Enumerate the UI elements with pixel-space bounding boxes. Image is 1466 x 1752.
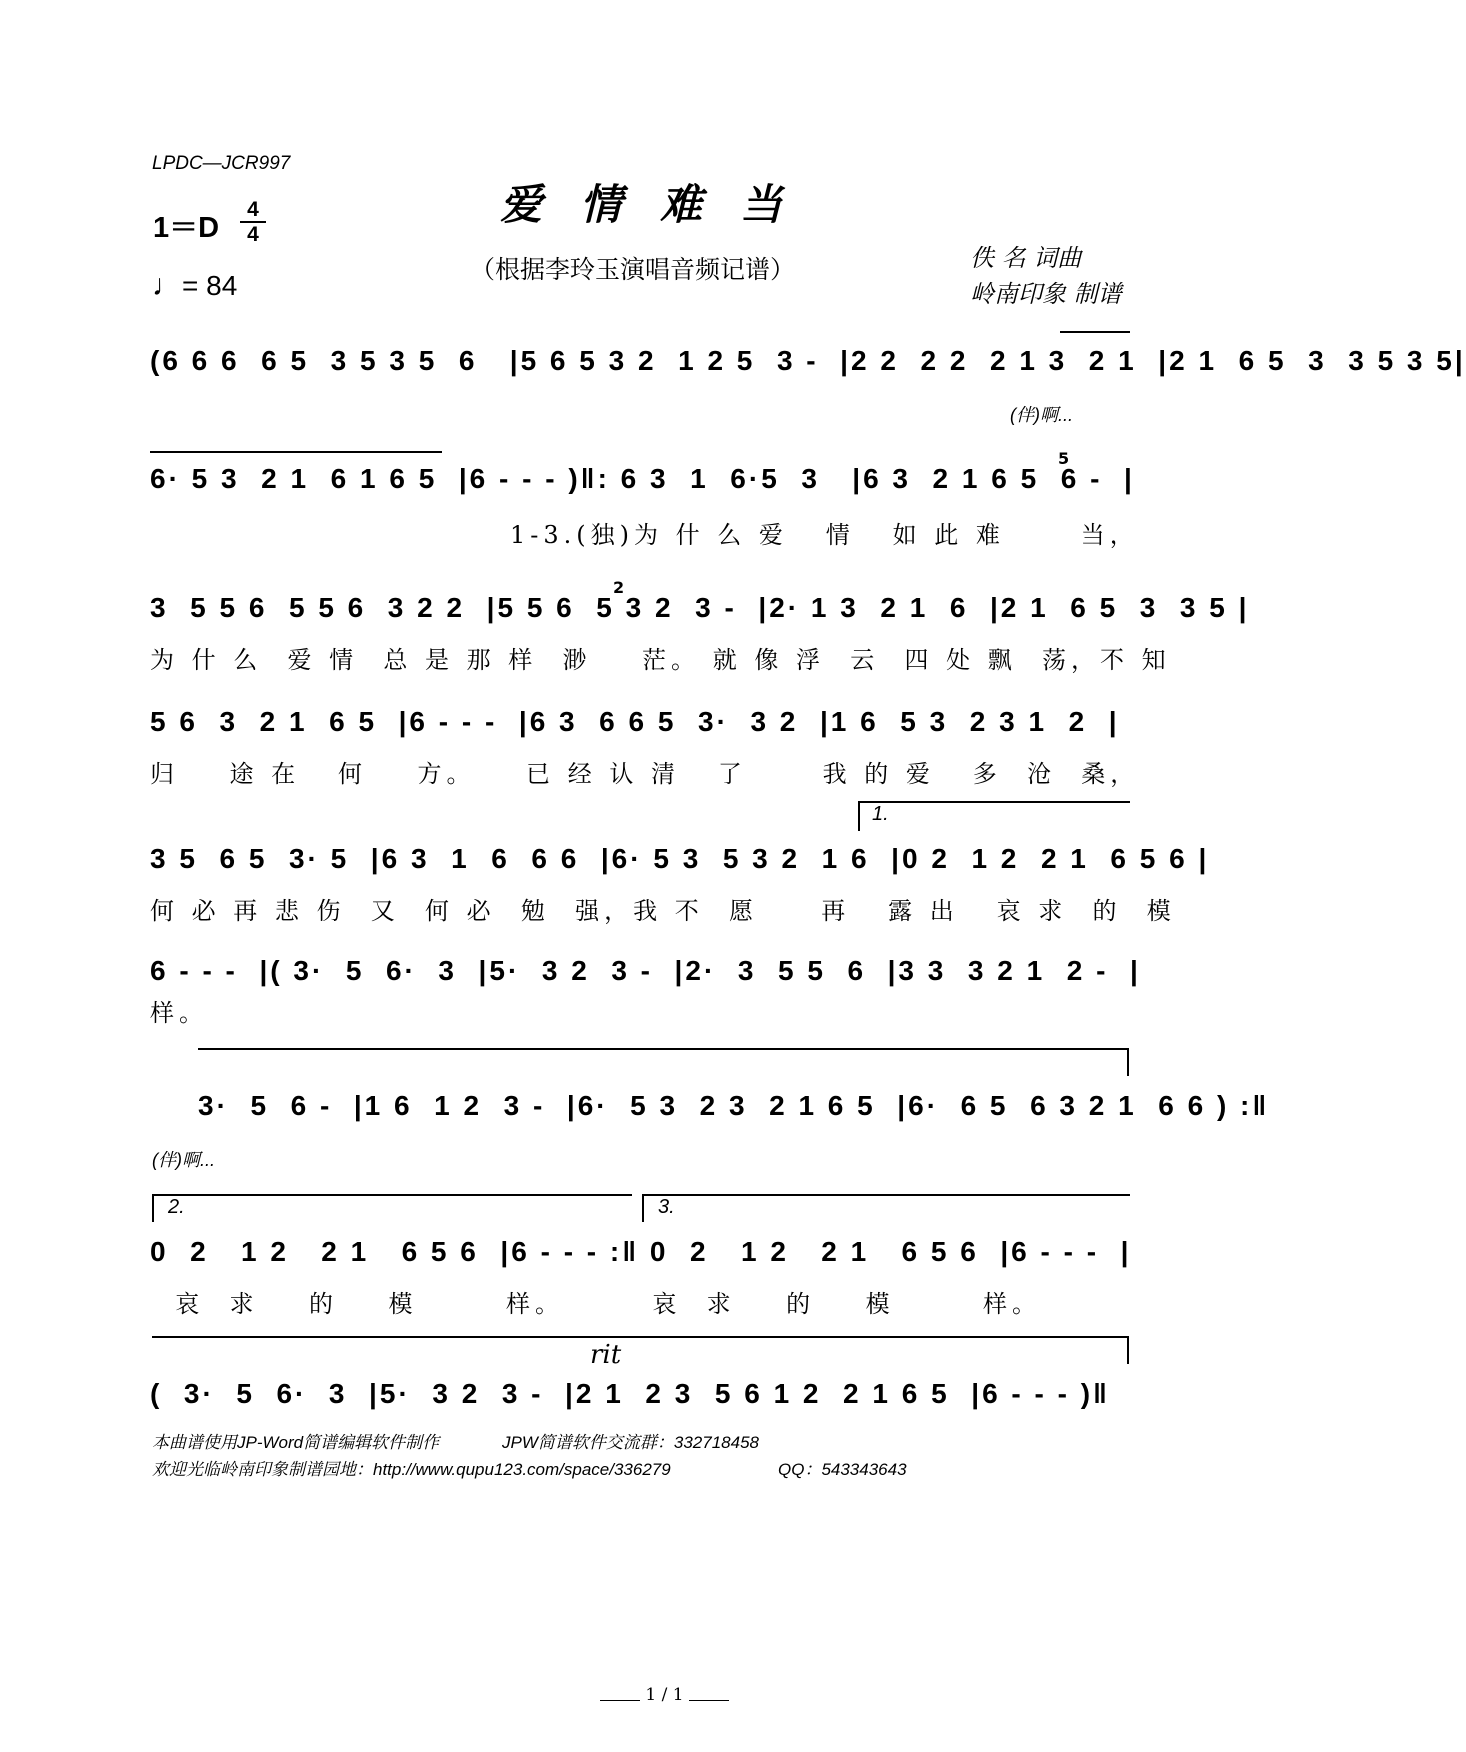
- staff-row-8: [150, 1196, 1132, 1326]
- slur-line: [150, 451, 442, 453]
- footer-group: JPW简谱软件交流群：332718458: [502, 1433, 759, 1452]
- third-ending-bracket-side: [642, 1194, 644, 1222]
- staff-row-2: [150, 449, 1139, 553]
- notation-line: 5 6 3 2 1 6 5 |6 - - - |6 3 6 6 5 3· 3 2 |1 6 5 3 2 3 1 2 |: [150, 706, 1120, 737]
- page-number-rule-right: [689, 1690, 729, 1701]
- meter-bottom: 4: [247, 223, 259, 246]
- footer-website: 欢迎光临岭南印象制谱园地：http://www.qupu123.com/space/336279: [152, 1460, 671, 1479]
- tempo-mark: [152, 269, 237, 303]
- lyric-line: 归 途 在 何 方。 已 经 认 清 了 我 的 爱 多 沧 桑，: [150, 760, 1140, 788]
- lyric-line: 哀 求 的 模 样。 哀 求 的 模 样。: [150, 1290, 1042, 1318]
- lyric-line: 为 什 么 爱 情 总 是 那 样 渺 茫。 就 像 浮 云 四 处 飘 荡，不 知: [150, 646, 1171, 674]
- lyric-line: 样。: [150, 999, 208, 1027]
- rit-mark: rit: [590, 1340, 622, 1370]
- notation-line: 0 2 1 2 2 1 6 5 6 |6 - - - :‖ 0 2 1 2 2 1 6 5 6 |6 - - - |: [150, 1236, 1132, 1267]
- meter-top: 4: [247, 198, 259, 221]
- ending-bracket-side: [858, 801, 860, 831]
- page-number-text: 1 / 1: [645, 1685, 684, 1705]
- time-signature: [240, 199, 266, 245]
- transcriber-credit: 岭南印象 制谱: [970, 280, 1122, 308]
- notation-line: 3· 5 6 - |1 6 1 2 3 - |6· 5 3 2 3 2 1 6 5 |6· 6 5 6 3 2 1 6 6 ) :‖: [198, 1090, 1270, 1121]
- staff-row-7: [150, 1090, 1270, 1170]
- aside-text: (伴)啊...: [152, 1150, 215, 1170]
- notation-line: 6· 5 3 2 1 6 1 6 5 |6 - - - )‖: 6 3 1 6·5 3 |6 3 2 1 6 5 6 - |: [150, 463, 1135, 494]
- third-ending-label: 3.: [658, 1196, 675, 1218]
- song-title: 爱情难当: [500, 180, 821, 229]
- bracket-line-side: [1127, 1336, 1129, 1364]
- notation-line: (6 6 6 6 5 3 5 3 5 6 |5 6 5 3 2 1 2 5 3 - |2 2 2 2 2 1 3 2 1 |2 1 6 5 3 3 5 3 5|: [150, 345, 1466, 376]
- key-signature: 1＝D: [153, 212, 220, 244]
- notation-line: ( 3· 5 6· 3 |5· 3 2 3 - |2 1 2 3 5 6 1 2 2 1 6 5 |6 - - - )‖: [150, 1378, 1110, 1409]
- aside-text: (伴)啊...: [1010, 405, 1073, 425]
- footer-software: 本曲谱使用JP-Word简谱编辑软件制作: [152, 1433, 440, 1452]
- staff-row-1: [150, 345, 1466, 435]
- staff-row-3: [150, 578, 1250, 682]
- bracket-line: [152, 1336, 1128, 1338]
- composer-credit: 佚 名 词曲: [970, 244, 1082, 272]
- grace-note: 2: [613, 578, 625, 597]
- score-code: LPDC—JCR997: [152, 153, 291, 174]
- page-number: [600, 1685, 729, 1705]
- notation-line: 6 - - - |( 3· 5 6· 3 |5· 3 2 3 - |2· 3 5 5 6 |3 3 3 2 1 2 - |: [150, 955, 1141, 986]
- first-ending-label: 1.: [872, 803, 889, 825]
- second-ending-bracket-side: [152, 1194, 154, 1222]
- page-number-rule-left: [600, 1690, 640, 1701]
- slur-line: [1060, 331, 1130, 333]
- quarter-note-icon: ♩: [152, 269, 182, 302]
- bracket-line-side: [1127, 1048, 1129, 1076]
- lyric-line: 1-3.(独)为 什 么 爱 情 如 此 难 当，: [510, 521, 1139, 549]
- third-ending-bracket: [642, 1194, 1130, 1196]
- staff-row-5: [150, 803, 1210, 933]
- ending-bracket: [858, 801, 1130, 803]
- bracket-line: [198, 1048, 1128, 1050]
- song-subtitle: （根据李玲玉演唱音频记谱）: [470, 255, 796, 284]
- staff-row-4: [150, 706, 1140, 796]
- grace-note: 5: [1058, 449, 1070, 468]
- footer-qq: QQ：543343643: [778, 1460, 907, 1479]
- second-ending-bracket: [152, 1194, 632, 1196]
- tempo-value: = 84: [182, 270, 238, 301]
- notation-line: 3 5 6 5 3· 5 |6 3 1 6 6 6 |6· 5 3 5 3 2 1 6 |0 2 1 2 2 1 6 5 6 |: [150, 843, 1210, 874]
- lyric-line: 何 必 再 悲 伤 又 何 必 勉 强，我 不 愿 再 露 出 哀 求 的 模: [150, 897, 1176, 925]
- notation-line: 3 5 5 6 5 5 6 3 2 2 |5 5 6 5 3 2 3 - |2· 1 3 2 1 6 |2 1 6 5 3 3 5 |: [150, 592, 1250, 623]
- second-ending-label: 2.: [168, 1196, 185, 1218]
- staff-row-6: [150, 955, 1141, 1027]
